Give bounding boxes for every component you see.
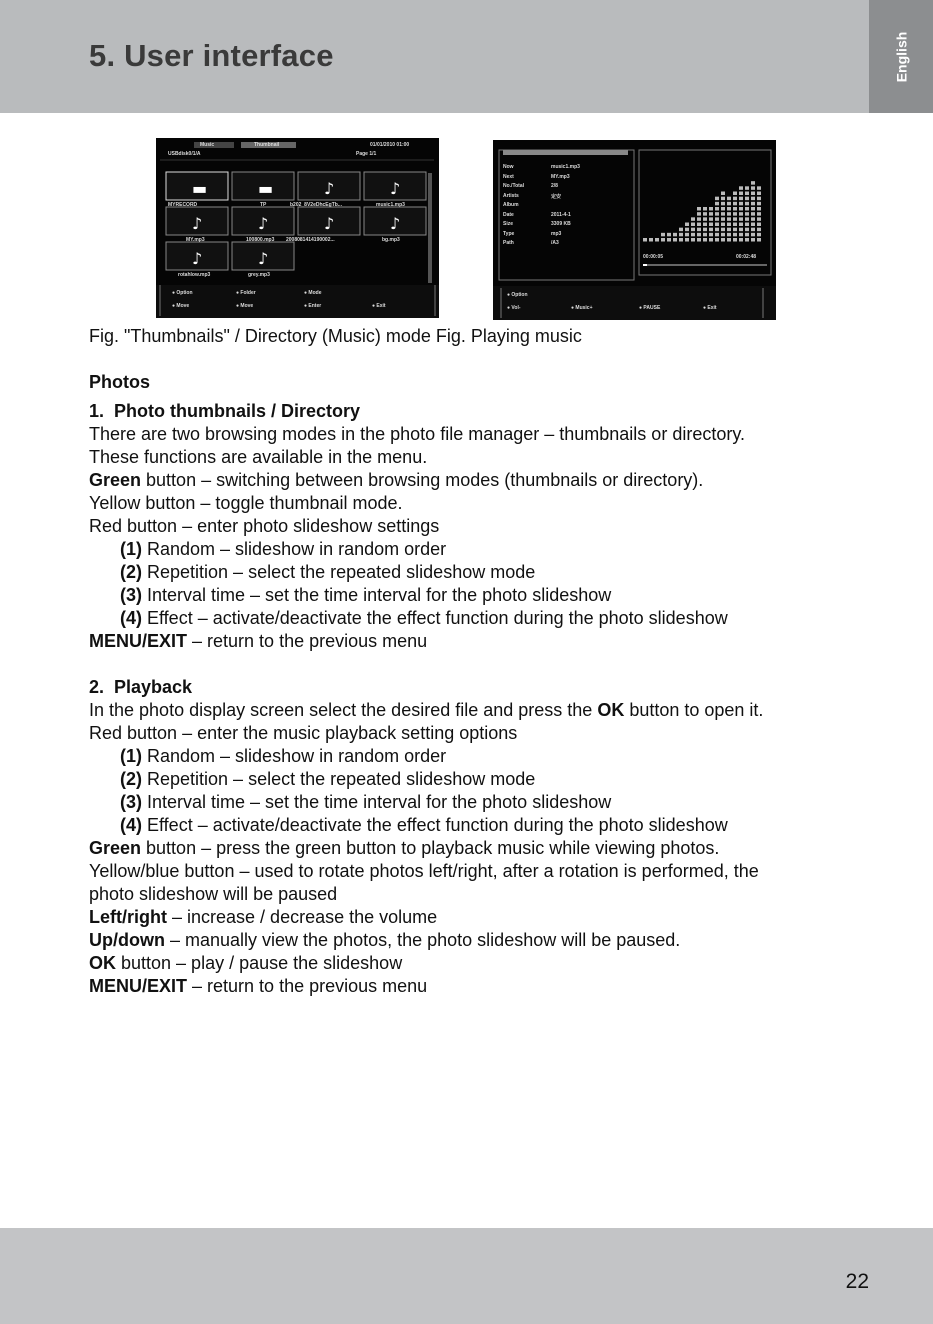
page-header [0, 0, 933, 113]
track-info-row [503, 183, 628, 193]
equalizer-bar-segment [739, 212, 743, 216]
equalizer-bar-segment [745, 233, 749, 237]
figure-thumbnails-screenshot [156, 138, 439, 318]
info-value: mp3 [551, 230, 562, 237]
tab-music: Music [200, 142, 215, 148]
paragraph-line: Red button – enter the music playback setting options [89, 723, 518, 743]
page-title: 5. User interface [89, 38, 334, 73]
body-text [89, 371, 879, 998]
equalizer-bar-segment [703, 217, 707, 221]
paragraph-line: MENU/EXIT – return to the previous menu [89, 631, 428, 651]
equalizer-bar-segment [709, 207, 713, 211]
btn-exit: ● Exit [372, 303, 386, 309]
equalizer-bar-segment [697, 212, 701, 216]
equalizer-bar-segment [697, 238, 701, 242]
equalizer-bar-segment [733, 192, 737, 196]
equalizer-bar-segment [751, 197, 755, 201]
equalizer-bar-segment [739, 223, 743, 227]
info-label: No./Total [503, 183, 525, 189]
equalizer-bar-segment [727, 202, 731, 206]
equalizer-bar-segment [649, 238, 653, 242]
equalizer-bar-segment [703, 238, 707, 242]
equalizer-bar-segment [745, 212, 749, 216]
equalizer-bar-segment [757, 197, 761, 201]
equalizer-bar-segment [691, 228, 695, 232]
option-item: (4) Effect – activate/deactivate the effect function during the photo slideshow [120, 608, 728, 628]
equalizer-bar-segment [643, 238, 647, 242]
info-value: 定安 [551, 193, 562, 200]
subsection-heading: 2. Playback [89, 677, 193, 697]
page-number: 22 [845, 1270, 869, 1293]
equalizer-bar-segment [697, 223, 701, 227]
equalizer-bar-segment [715, 197, 719, 201]
datetime-label: 01/01/2010 01:00 [370, 142, 410, 148]
equalizer-bar-segment [757, 223, 761, 227]
equalizer-bar-segment [733, 223, 737, 227]
option-item: (3) Interval time – set the time interval for the photo slideshow [120, 792, 612, 812]
info-label: Next [503, 173, 514, 180]
file-label: music1.mp3 [376, 202, 405, 208]
file-label: b202_8V2eDhcEgTb... [290, 202, 342, 208]
btn-music-next: ● Music+ [571, 305, 593, 311]
equalizer-bar-segment [685, 233, 689, 237]
music-note-icon: ♪ [390, 179, 401, 198]
equalizer-bar-segment [751, 207, 755, 211]
equalizer-bar-segment [703, 233, 707, 237]
language-tab [869, 0, 933, 113]
paragraph-line: These functions are available in the menu. [89, 447, 428, 467]
track-info-row [503, 164, 628, 174]
figure-playing-music-screenshot [493, 140, 776, 320]
equalizer-bar-segment [709, 217, 713, 221]
equalizer-bar-segment [697, 228, 701, 232]
equalizer-bar-segment [709, 223, 713, 227]
equalizer-bar-segment [745, 192, 749, 196]
equalizer-bar-segment [751, 192, 755, 196]
equalizer-bar-segment [745, 207, 749, 211]
equalizer-bar-segment [745, 202, 749, 206]
equalizer-bar-segment [733, 202, 737, 206]
info-label: Type [503, 230, 515, 237]
equalizer-bar-segment [733, 207, 737, 211]
equalizer-bar-segment [751, 233, 755, 237]
figure-caption: Fig. "Thumbnails" / Directory (Music) mode Fig. Playing music [89, 326, 582, 346]
equalizer-bar-segment [715, 238, 719, 242]
equalizer-bar-segment [739, 202, 743, 206]
file-label: grey.mp3 [248, 272, 270, 278]
btn-option: ● Option [507, 292, 528, 298]
equalizer-bar-segment [733, 233, 737, 237]
option-item: (1) Random – slideshow in random order [120, 539, 447, 559]
equalizer-bar-segment [757, 207, 761, 211]
equalizer-bar-segment [691, 223, 695, 227]
equalizer-bar-segment [715, 207, 719, 211]
btn-vol-down: ● Vol- [507, 305, 521, 311]
info-label: Date [503, 211, 514, 218]
equalizer-bar-segment [715, 233, 719, 237]
equalizer-bar-segment [727, 217, 731, 221]
equalizer-bar-segment [739, 238, 743, 242]
equalizer-bar-segment [751, 181, 755, 185]
folder-icon: ▬ [258, 179, 274, 198]
btn-move2: ● Move [236, 303, 254, 309]
equalizer-bar-segment [727, 212, 731, 216]
music-note-icon: ♪ [324, 214, 335, 233]
equalizer-bar-segment [739, 228, 743, 232]
info-label: Now [503, 164, 514, 170]
track-info-row [503, 174, 628, 184]
equalizer-bar-segment [721, 233, 725, 237]
equalizer-bar-segment [721, 192, 725, 196]
equalizer-bar-segment [739, 197, 743, 201]
equalizer-bar-segment [697, 217, 701, 221]
page-label: Page 1/1 [356, 151, 377, 157]
equalizer-bar-segment [745, 223, 749, 227]
info-label: Artists [503, 192, 519, 199]
btn-move: ● Move [172, 303, 190, 309]
paragraph-line: There are two browsing modes in the photo file manager – thumbnails or directory. [89, 424, 745, 444]
equalizer-bar-segment [727, 207, 731, 211]
equalizer-bar-segment [703, 223, 707, 227]
equalizer-bar-segment [757, 228, 761, 232]
paragraph-line: Green button – press the green button to playback music while viewing photos. [89, 838, 720, 858]
option-item: (3) Interval time – set the time interval for the photo slideshow [120, 585, 612, 605]
music-note-icon: ♪ [192, 249, 203, 268]
info-value: /A3 [551, 240, 559, 246]
equalizer-bar-segment [709, 238, 713, 242]
equalizer-bar-segment [739, 233, 743, 237]
equalizer-bar-segment [661, 233, 665, 237]
equalizer-bar-segment [691, 217, 695, 221]
equalizer-bar-segment [757, 238, 761, 242]
equalizer-bar-segment [715, 217, 719, 221]
equalizer-bar-segment [721, 228, 725, 232]
equalizer-bar-segment [679, 228, 683, 232]
equalizer-bar-segment [745, 228, 749, 232]
file-label: TP [260, 202, 267, 208]
btn-pause: ● PAUSE [639, 305, 661, 311]
equalizer-bar-segment [721, 202, 725, 206]
equalizer-bar-segment [703, 228, 707, 232]
paragraph-line: Yellow/blue button – used to rotate photos left/right, after a rotation is performed, the [89, 861, 759, 881]
music-note-icon: ♪ [258, 249, 269, 268]
equalizer-bar-segment [739, 186, 743, 190]
equalizer-bar-segment [715, 228, 719, 232]
track-info-row [503, 231, 628, 241]
file-label: rotahlow.mp3 [178, 272, 211, 278]
paragraph-line: In the photo display screen select the desired file and press the OK button to open it. [89, 700, 764, 720]
file-label: 100800.mp3 [246, 237, 275, 243]
equalizer-bar-segment [673, 233, 677, 237]
info-label: Path [503, 240, 514, 246]
option-item: (2) Repetition – select the repeated slideshow mode [120, 769, 536, 789]
equalizer-bar-segment [757, 186, 761, 190]
track-info-row [503, 240, 628, 250]
paragraph-line: Green button – switching between browsing modes (thumbnails or directory). [89, 470, 704, 490]
equalizer-bar-segment [727, 197, 731, 201]
thumbnail-grid-graphic [156, 138, 439, 318]
info-label: Size [503, 221, 514, 227]
equalizer-bar-segment [673, 238, 677, 242]
track-info-row [503, 221, 628, 231]
equalizer-bar-segment [715, 202, 719, 206]
equalizer-bar-segment [757, 202, 761, 206]
page-footer [0, 1228, 933, 1324]
equalizer-bar-segment [727, 223, 731, 227]
equalizer-bar-segment [721, 217, 725, 221]
equalizer-bar-segment [727, 233, 731, 237]
paragraph-line: Left/right – increase / decrease the volume [89, 907, 438, 927]
info-value: MY.mp3 [551, 173, 570, 180]
equalizer-bar-segment [745, 238, 749, 242]
equalizer-bar-segment [661, 238, 665, 242]
equalizer-bar-segment [733, 238, 737, 242]
btn-option: ● Option [172, 290, 193, 296]
equalizer-bar-segment [685, 238, 689, 242]
time-elapsed: 00:00:05 [643, 254, 664, 260]
tab-thumbnail: Thumbnail [254, 142, 280, 148]
equalizer-bar-segment [745, 186, 749, 190]
option-item: (2) Repetition – select the repeated slideshow mode [120, 562, 536, 582]
equalizer-bar-segment [739, 207, 743, 211]
path-label: USBdisk0/1/A [168, 151, 201, 157]
file-label: 2008081414190002... [286, 237, 335, 243]
equalizer-bar-segment [691, 238, 695, 242]
equalizer-bar-segment [703, 212, 707, 216]
equalizer-bar-segment [721, 223, 725, 227]
btn-mode: ● Mode [304, 290, 322, 296]
music-note-icon: ♪ [324, 179, 335, 198]
equalizer-bar-segment [679, 238, 683, 242]
equalizer-bar-segment [721, 212, 725, 216]
equalizer-bar-segment [697, 233, 701, 237]
equalizer-bar-segment [751, 238, 755, 242]
section-title: Photos [89, 372, 150, 392]
file-label: MY.mp3 [186, 237, 205, 243]
equalizer-bar-segment [709, 212, 713, 216]
file-label: bg.mp3 [382, 237, 400, 243]
paragraph-line: OK button – play / pause the slideshow [89, 953, 403, 973]
equalizer-bar-segment [751, 186, 755, 190]
time-total: 00:02:48 [736, 254, 757, 260]
equalizer-bar-segment [727, 228, 731, 232]
equalizer-bar-segment [709, 233, 713, 237]
option-item: (4) Effect – activate/deactivate the effect function during the photo slideshow [120, 815, 728, 835]
equalizer-bar-segment [757, 233, 761, 237]
equalizer-bar-segment [751, 228, 755, 232]
equalizer-bar-segment [733, 212, 737, 216]
equalizer-bar-segment [685, 223, 689, 227]
equalizer-bar-segment [751, 212, 755, 216]
option-item: (1) Random – slideshow in random order [120, 746, 447, 766]
equalizer-bar-segment [691, 233, 695, 237]
paragraph-line: Yellow button – toggle thumbnail mode. [89, 493, 403, 513]
btn-exit: ● Exit [703, 305, 717, 311]
equalizer-bar-segment [703, 207, 707, 211]
music-note-icon: ♪ [258, 214, 269, 233]
equalizer-bar-segment [739, 217, 743, 221]
equalizer-bar-segment [751, 202, 755, 206]
equalizer-bar-segment [733, 217, 737, 221]
equalizer-bar-segment [721, 207, 725, 211]
btn-enter: ● Enter [304, 303, 322, 309]
subsection-heading: 1. Photo thumbnails / Directory [89, 401, 361, 421]
equalizer-bar-segment [721, 238, 725, 242]
folder-icon: ▬ [192, 179, 208, 198]
paragraph-line: Red button – enter photo slideshow settings [89, 516, 440, 536]
paragraph-line: photo slideshow will be paused [89, 884, 338, 904]
track-info-row [503, 212, 628, 222]
info-label: Album [503, 202, 519, 208]
equalizer-bar-segment [667, 238, 671, 242]
language-label: English [893, 31, 909, 82]
equalizer-bar-segment [751, 217, 755, 221]
track-info-row [503, 193, 628, 203]
equalizer-bar-segment [745, 217, 749, 221]
equalizer-bar-segment [733, 197, 737, 201]
equalizer-bar-segment [709, 228, 713, 232]
equalizer-bar-segment [667, 233, 671, 237]
equalizer-bar-segment [757, 192, 761, 196]
equalizer-bar-segment [679, 233, 683, 237]
equalizer-bar-segment [745, 197, 749, 201]
info-value: 3309 KB [551, 221, 571, 227]
music-note-icon: ♪ [192, 214, 203, 233]
info-value: music1.mp3 [551, 164, 580, 170]
info-value: 2/8 [551, 183, 558, 189]
btn-folder: ● Folder [236, 290, 256, 296]
track-info-list [503, 164, 628, 250]
equalizer-bar-segment [715, 212, 719, 216]
equalizer-bar-segment [685, 228, 689, 232]
info-value: 2011-4-1 [551, 211, 571, 218]
equalizer-bar-segment [739, 192, 743, 196]
equalizer-bar-segment [757, 212, 761, 216]
equalizer-bar-segment [697, 207, 701, 211]
track-info-row [503, 202, 628, 212]
file-label: MYRECORD [168, 202, 198, 208]
equalizer-bar-segment [751, 223, 755, 227]
equalizer-bar-segment [733, 228, 737, 232]
equalizer-bar-segment [655, 238, 659, 242]
paragraph-line: Up/down – manually view the photos, the photo slideshow will be paused. [89, 930, 681, 950]
equalizer-bar-segment [721, 197, 725, 201]
equalizer-bar-segment [757, 217, 761, 221]
equalizer-bar-segment [727, 238, 731, 242]
paragraph-line: MENU/EXIT – return to the previous menu [89, 976, 428, 996]
music-note-icon: ♪ [390, 214, 401, 233]
equalizer-bar-segment [715, 223, 719, 227]
